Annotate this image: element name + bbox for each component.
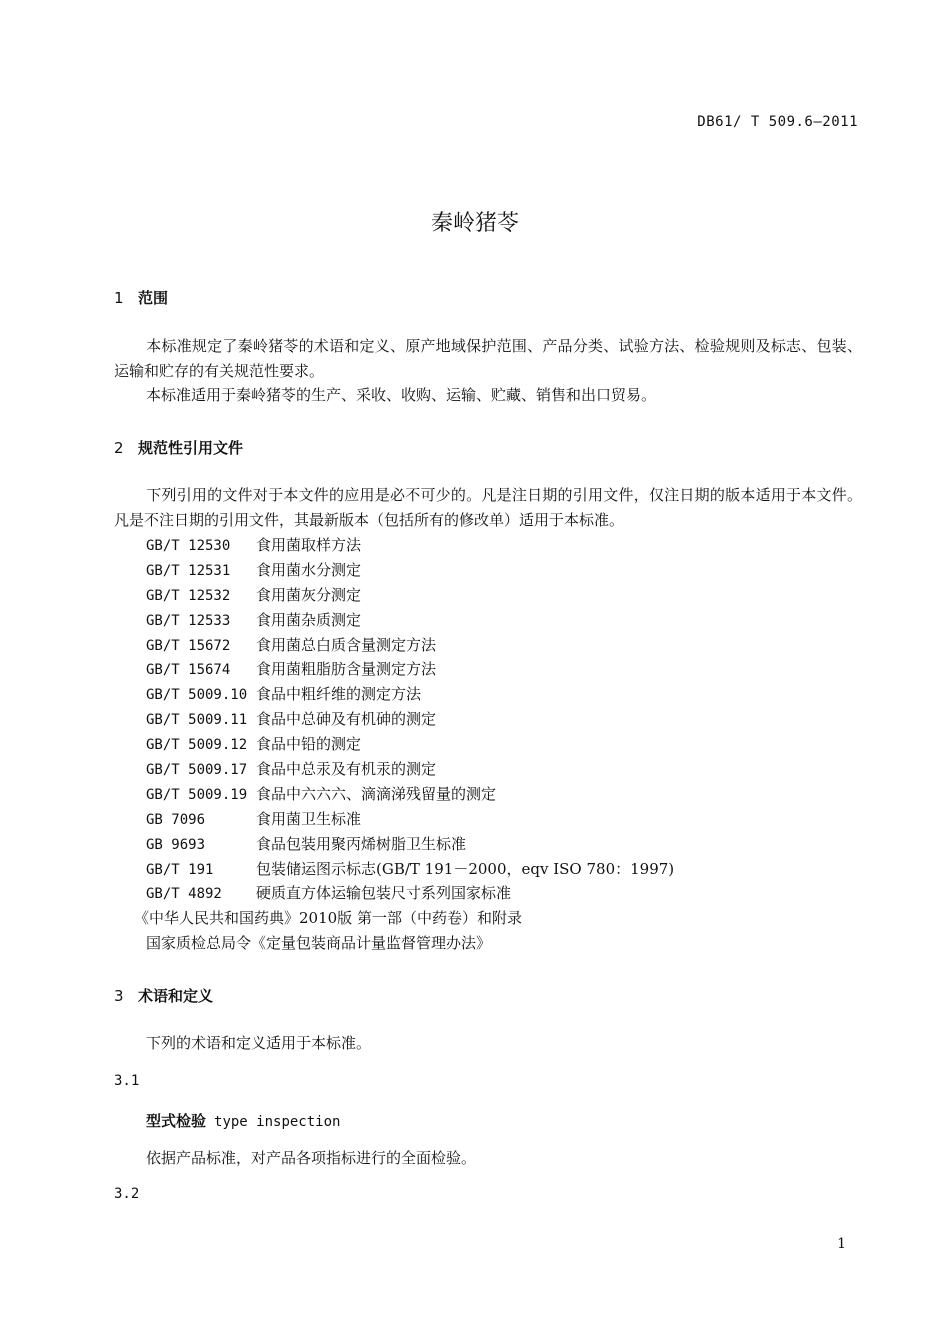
standard-title: 食品中粗纤维的测定方法 — [256, 685, 422, 704]
reference-list — [134, 533, 675, 956]
list-item — [146, 533, 674, 558]
pharmacopoeia-reference: 《中华人民共和国药典》2010版 第一部（中药卷）和附录 — [134, 909, 522, 928]
standard-title: 食用菌灰分测定 — [256, 585, 362, 604]
list-item — [146, 682, 674, 707]
list-item — [146, 782, 674, 807]
scope-paragraph-1 — [114, 334, 862, 384]
standard-code: GB/T 5009.11 — [146, 712, 248, 729]
standard-title: 包装储运图示标志(GB/T 191－2000，eqv ISO 780：1997) — [256, 859, 675, 878]
standard-code: GB/T 15674 — [146, 662, 231, 679]
standard-code: GB/T 5009.12 — [146, 737, 248, 754]
term-number: 3.1 — [114, 1073, 140, 1089]
list-item — [146, 608, 674, 633]
standard-title: 食用菌取样方法 — [256, 536, 362, 554]
standard-title: 硬质直方体运输包装尺寸系列国家标准 — [256, 884, 512, 903]
standard-code: GB/T 5009.10 — [146, 687, 248, 704]
term-entry — [146, 1110, 340, 1131]
standard-title: 食品中总砷及有机砷的测定 — [256, 710, 437, 729]
standard-code: GB 7096 — [146, 811, 206, 828]
section-number: 3 — [114, 987, 124, 1005]
section-heading-normative-references — [114, 437, 243, 458]
list-item — [146, 832, 674, 857]
list-item — [146, 857, 674, 882]
list-item — [146, 583, 674, 608]
standard-code: GB/T 12531 — [146, 562, 231, 579]
page-number: 1 — [837, 1236, 846, 1252]
list-item — [146, 707, 674, 732]
section-number: 2 — [114, 439, 124, 457]
standard-code: GB/T 5009.17 — [146, 762, 248, 779]
page-title: 秦岭猪苓 — [430, 211, 519, 236]
standard-title: 食用菌总白质含量测定方法 — [256, 635, 437, 654]
standard-code: GB 9693 — [146, 836, 206, 853]
paragraph-text: 本标准规定了秦岭猪苓的术语和定义、原产地域保护范围、产品分类、试验方法、检验规则及标志、包装、运输和贮存的有关规范性要求。 — [114, 337, 862, 380]
term-chinese: 型式检验 — [146, 1112, 207, 1130]
list-item — [146, 633, 674, 658]
document-number: DB61/ T 509.6—2011 — [697, 114, 858, 130]
list-item — [146, 732, 674, 757]
section-number: 1 — [114, 289, 124, 307]
standard-title: 食用菌水分测定 — [256, 560, 362, 579]
standard-code: GB/T 12533 — [146, 612, 231, 629]
standard-code: GB/T 12532 — [146, 587, 231, 604]
scope-paragraph-2: 本标准适用于秦岭猪苓的生产、采收、收购、运输、贮藏、销售和出口贸易。 — [146, 386, 657, 404]
term-english: type inspection — [214, 1114, 341, 1130]
list-item — [146, 931, 674, 956]
list-item — [146, 757, 674, 782]
standard-code: GB/T 5009.19 — [146, 786, 248, 803]
paragraph-text: 下列引用的文件对于本文件的应用是必不可少的。凡是注日期的引用文件，仅注日期的版本适用于本文件。凡是不注日期的引用文件，其最新版本（包括所有的修改单）适用于本标准。 — [114, 486, 862, 529]
standard-title: 食品包装用聚丙烯树脂卫生标准 — [256, 834, 467, 853]
list-item — [134, 906, 674, 931]
list-item — [146, 807, 674, 832]
terms-intro-paragraph: 下列的术语和定义适用于本标准。 — [146, 1034, 372, 1052]
regulation-reference: 国家质检总局令《定量包装商品计量监督管理办法》 — [146, 934, 492, 953]
list-item — [146, 657, 674, 682]
section-heading-scope — [114, 287, 168, 308]
section-heading-terms-definitions — [114, 985, 213, 1006]
standard-title: 食用菌杂质测定 — [256, 610, 362, 629]
list-item — [146, 881, 674, 906]
standard-title: 食品中六六六、滴滴涕残留量的测定 — [256, 784, 497, 803]
list-item — [146, 558, 674, 583]
references-intro-paragraph — [114, 483, 862, 533]
section-title: 规范性引用文件 — [138, 439, 244, 457]
standard-code: GB/T 4892 — [146, 886, 222, 903]
standard-code: GB/T 12530 — [146, 538, 231, 554]
standard-code: GB/T 191 — [146, 861, 214, 878]
section-title: 范围 — [138, 289, 169, 307]
standard-title: 食用菌粗脂肪含量测定方法 — [256, 660, 437, 679]
standard-code: GB/T 15672 — [146, 637, 231, 654]
term-definition: 依据产品标准，对产品各项指标进行的全面检验。 — [146, 1149, 477, 1167]
standard-title: 食品中铅的测定 — [256, 735, 362, 754]
term-number: 3.2 — [114, 1186, 140, 1202]
standard-title: 食品中总汞及有机汞的测定 — [256, 760, 437, 779]
section-title: 术语和定义 — [138, 987, 214, 1005]
standard-title: 食用菌卫生标准 — [256, 809, 362, 828]
